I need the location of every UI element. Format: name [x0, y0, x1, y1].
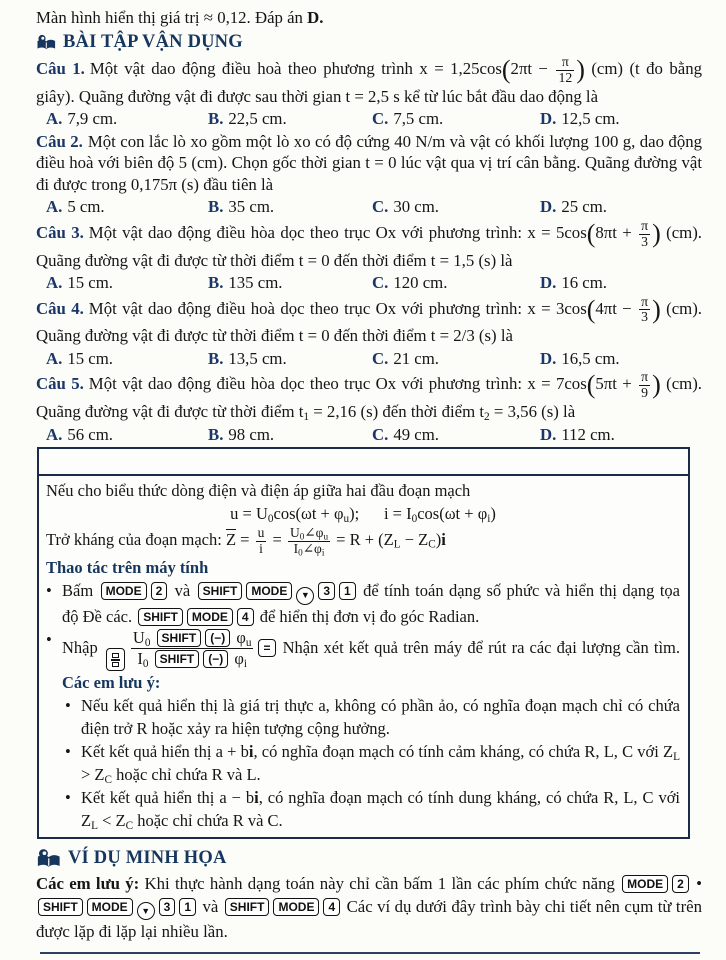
answer-option-a: A. 56 cm.: [46, 424, 114, 444]
box-impedance: Trở kháng của đoạn mạch: $\overline{Z}$ = $\frac{u}{i}$ = $\frac{U_0\angle\varphi_u}{I_0\angle\varphi_i}$ = $R + (Z_L - Z_C)i$: [46, 525, 446, 557]
down-arrow-key: ▼: [296, 587, 314, 605]
empty-box-strip: [37, 447, 690, 474]
section-header-exercises: [36, 32, 702, 54]
calc-key-shift: SHIFT: [225, 898, 270, 916]
fraction: $\frac{u}{i}$: [257, 525, 265, 556]
overline-symbol: $\overline{Z}$: [225, 529, 237, 549]
calc-key-shift: SHIFT: [157, 629, 202, 647]
fraction: $\frac{U_0 SHIFT (-) \varphi_u}{I_0 SHIFT (-) \varphi_i}$: [132, 627, 252, 671]
answer-option-d: D. 16,5 cm.: [540, 348, 620, 368]
question-label: Câu 3.: [36, 222, 84, 242]
box-steps-title: Thao tác trên máy tính: [46, 558, 209, 578]
answer-option-c: C. 21 cm.: [372, 348, 440, 368]
question-text: Câu 5. Một vật dao động điều hòa dọc theo trục Ox với phương trình: x = 7cos(5πt + $\frac{\pi}{9}$ ) (cm). Quãng đường vật đi được từ thời điểm $t_1 = 2,16$ (s) đến thời điểm $t_2 = 3,56$ (s) là: [36, 369, 702, 423]
down-arrow-key: ▼: [137, 902, 155, 920]
calc-key-: (−): [205, 629, 230, 647]
calc-key-mode: MODE: [246, 582, 292, 600]
subscript: u: [323, 531, 329, 542]
answer-row: [36, 272, 702, 294]
answer-option-a: A. 15 cm.: [46, 273, 114, 292]
answer-option-b: B. 98 cm.: [208, 424, 275, 444]
calc-key-shift: SHIFT: [155, 650, 200, 668]
answer-option-d: D. 16 cm.: [540, 273, 608, 292]
question-label: Câu 2.: [36, 131, 83, 151]
subscript: 1: [303, 410, 310, 423]
subscript: 0: [267, 512, 274, 525]
fraction: $\frac{\pi}{12}$: [558, 54, 573, 85]
calc-key-mode: MODE: [101, 582, 147, 600]
bold-text: i: [254, 788, 259, 808]
answer-option-b: B. 22,5 cm.: [208, 109, 287, 129]
question-label: Câu 5.: [36, 374, 84, 394]
paren: ): [652, 294, 661, 324]
answer-option-c: C. 120 cm.: [372, 273, 448, 292]
bold-text: i: [248, 742, 254, 762]
bullet-marker: •: [65, 742, 71, 762]
box-bullet-2: • Nhập $\frac{U_0 SHIFT (-) \varphi_u}{I_0 SHIFT (-) \varphi_i}$ = Nhận xét kết quả trên máy để rút ra các đại lượng cần tìm. Các em lưu ý:: [46, 627, 680, 693]
answer-option-c: C. 7,5 cm.: [372, 109, 444, 129]
answer-option-d: D. 112 cm.: [540, 424, 615, 444]
question-4: [36, 295, 702, 370]
calc-key-: (−): [203, 650, 228, 668]
box-bullet-1: • Bấm MODE 2 và SHIFT MODE ▼ 3 1 để tính toán dạng số phức và hiển thị dạng tọa độ Đề các. SHIFT MODE 4 để hiển thị đơn vị đo góc Radian.: [46, 581, 680, 626]
answer-option-c: C. 30 cm.: [372, 197, 440, 217]
calc-key-3: 3: [159, 898, 176, 916]
box-note-2: • Kết kết quả hiển thị a + bi, có nghĩa đoạn mạch có tính cảm kháng, có chứa R, L, C với $Z_L > Z_C$ hoặc chỉ chứa R và L.: [65, 742, 680, 786]
calc-key-shift: SHIFT: [198, 582, 243, 600]
paren: (: [501, 55, 511, 85]
subscript: L: [91, 819, 98, 832]
bold-text: i: [441, 529, 446, 549]
bold-text: D.: [307, 8, 324, 27]
subscript: 0: [411, 512, 418, 525]
box-intro: Nếu cho biểu thức dòng điện và điện áp giữa hai đầu đoạn mạch: [46, 481, 471, 500]
answer-row: [36, 348, 702, 370]
subscript: 0: [144, 636, 151, 649]
question-text: Câu 4. Một vật dao động điều hoà dọc theo trục Ox với phương trình: x = 3cos(4πt − $\frac{\pi}{3}$ ) (cm). Quãng đường vật đi được từ thời điểm t = 0 đến thời điểm t = 2/3 (s) là: [36, 293, 702, 346]
subscript: 0: [298, 546, 303, 557]
calc-key-shift: SHIFT: [38, 898, 83, 916]
bullet-marker: •: [46, 629, 52, 649]
bullet-marker: •: [46, 581, 52, 601]
subscript: i: [243, 658, 248, 671]
subscript: i: [321, 546, 325, 557]
fraction-template-key-icon: [106, 648, 125, 671]
answer-option-b: B. 13,5 cm.: [208, 348, 287, 368]
calc-key-1: 1: [339, 582, 356, 600]
answer-row: [36, 108, 702, 130]
subscript: u: [245, 636, 252, 649]
subscript: C: [428, 538, 436, 551]
bullet-marker: •: [65, 788, 71, 808]
highlight-text: Các em lưu ý:: [62, 673, 161, 693]
answer-row: [36, 196, 702, 218]
question-1: [36, 55, 702, 130]
question-text: Câu 3. Một vật dao động điều hòa dọc theo trục Ox với phương trình: x = 5cos(8πt + $\frac{\pi}{3}$ ) (cm). Quãng đường vật đi được từ thời điểm t = 0 đến thời điểm t = 1,5 (s) là: [36, 217, 702, 270]
question-2: [36, 131, 702, 218]
question-3: [36, 219, 702, 294]
answer-option-b: B. 135 cm.: [208, 273, 283, 292]
answer-note: Màn hình hiển thị giá trị ≈ 0,12. Đáp án D.: [36, 8, 324, 27]
bullet-marker: •: [65, 696, 71, 716]
question-5: [36, 370, 702, 445]
subscript: L: [673, 750, 680, 763]
subscript: 2: [484, 410, 490, 423]
subscript: u: [343, 512, 350, 525]
box-note-1: • Nếu kết quả hiển thị là giá trị thực a, không có phần ảo, có nghĩa đoạn mạch chỉ có chứa điện trở R hoặc xảy ra hiện tượng cộng hưởng.: [65, 696, 680, 739]
answer-option-a: A. 7,9 cm.: [46, 109, 118, 129]
fraction: $\frac{U_0\angle\varphi_u}{I_0\angle\varphi_i}$: [289, 525, 329, 557]
subscript: C: [125, 819, 134, 832]
paren: (: [586, 294, 596, 324]
paren: ): [576, 55, 585, 85]
paren: ): [652, 370, 661, 400]
subscript: i: [487, 512, 491, 525]
question-label: Câu 1.: [36, 59, 85, 79]
box-notes: [65, 694, 680, 832]
question-text: Câu 1. Một vật dao động điều hoà theo phương trình x = 1,25cos(2πt − $\frac{\pi}{12}$ ) (cm) (t đo bằng giây). Quãng đường vật đi được sau thời gian t = 2,5 s kể từ lúc bắt đầu dao động là: [36, 54, 702, 106]
calc-key-3: 3: [318, 582, 335, 600]
book-icon: [36, 34, 57, 51]
calc-key-2: 2: [151, 582, 168, 600]
calc-key-mode: MODE: [87, 898, 133, 916]
answer-row: [36, 424, 702, 446]
answer-option-d: D. 25 cm.: [540, 197, 608, 217]
answer-option-a: A. 15 cm.: [46, 348, 114, 368]
fraction: $\frac{\pi}{3}$: [641, 293, 649, 325]
calc-key-: =: [258, 639, 275, 657]
fraction: $\frac{\pi}{9}$: [641, 369, 649, 401]
paren: (: [586, 370, 596, 400]
info-box: [37, 474, 690, 839]
subscript: 0: [299, 531, 305, 542]
calc-key-shift: SHIFT: [138, 608, 183, 626]
subscript: C: [104, 773, 112, 786]
subscript: L: [393, 538, 401, 551]
answer-option-c: C. 49 cm.: [372, 424, 440, 444]
calc-key-2: 2: [672, 875, 689, 893]
box-equation: $u = U_0\cos(\omega t + \varphi_u)$; $i = I_0\cos(\omega t + \varphi_i)$: [230, 504, 496, 525]
footer-rule: [40, 952, 700, 954]
subscript: 0: [142, 658, 149, 671]
fraction: $\frac{\pi}{3}$: [641, 217, 649, 249]
paren: (: [586, 219, 596, 249]
question-label: Câu 4.: [36, 298, 84, 318]
calc-key-4: 4: [237, 608, 254, 626]
section-title-exercises: BÀI TẬP VẬN DỤNG: [63, 31, 243, 52]
calc-key-mode: MODE: [187, 608, 233, 626]
answer-option-a: A. 5 cm.: [46, 197, 105, 217]
examples-paragraph: Các em lưu ý: Khi thực hành dạng toán này chỉ cần bấm 1 lần các phím chức năng MODE 2 • SHIFT MODE ▼ 3 1 và SHIFT MODE 4 Các ví dụ dưới đây trình bày chi tiết nên cụm từ trên được lặp đi lặp lại nhiều lần.: [36, 873, 703, 942]
bold-text: Các em lưu ý:: [36, 873, 140, 893]
paren: ): [652, 219, 661, 249]
calc-key-4: 4: [323, 898, 340, 916]
section-header-examples: [36, 848, 702, 870]
answer-option-d: D. 12,5 cm.: [540, 109, 620, 129]
answer-option-b: B. 35 cm.: [208, 197, 275, 217]
box-note-3: • Kết kết quả hiển thị a − bi, có nghĩa đoạn mạch có tính dung kháng, có chứa R, L, C với $Z_L < Z_C$ hoặc chỉ chứa R và C.: [65, 788, 680, 832]
section-title-examples: VÍ DỤ MINH HỌA: [68, 848, 227, 869]
calc-key-1: 1: [179, 898, 196, 916]
book-icon: [36, 848, 62, 869]
question-text: Câu 2. Một con lắc lò xo gồm một lò xo có độ cứng 40 N/m và vật có khối lượng 100 g, dao động điều hoà với biên độ 5 (cm). Chọn gốc thời gian t = 0 lúc vật qua vị trí cân bằng. Quãng đường vật đi được trong 0,175π (s) đầu tiên là: [36, 131, 702, 194]
calc-key-mode: MODE: [622, 875, 668, 893]
calc-key-mode: MODE: [273, 898, 319, 916]
